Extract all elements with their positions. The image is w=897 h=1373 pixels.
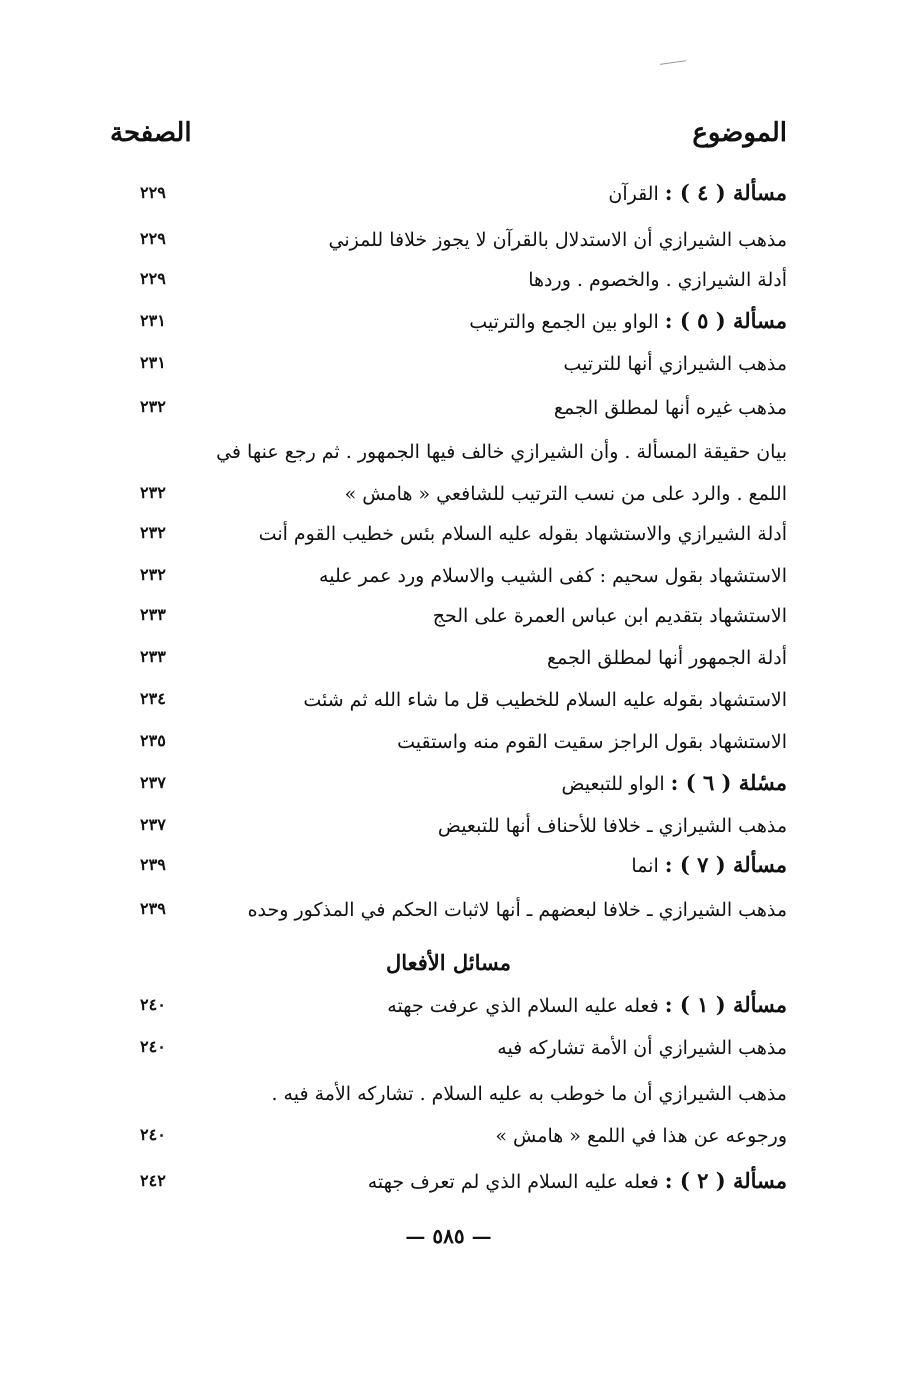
entry-page: ٢٣٣: [140, 647, 166, 666]
stray-mark: [660, 60, 686, 67]
toc-entry: [90, 518, 787, 552]
toc-entry: [90, 726, 787, 760]
page-number: — ٥٨٥ —: [405, 1224, 492, 1248]
entry-page: ٢٣٢: [140, 523, 166, 542]
entry-page: ٢٣٢: [140, 565, 166, 584]
entry-text: الاستشهاد بقول الراجز سقيت القوم منه واستقيت: [397, 731, 787, 753]
toc-entry: [90, 684, 787, 718]
toc-entry: [90, 1032, 787, 1066]
topic-column-label: الموضوع: [692, 118, 787, 148]
toc-entry: [90, 348, 787, 382]
toc-entry: [90, 224, 787, 258]
toc-entry: [90, 990, 787, 1024]
toc-entry: [90, 306, 787, 340]
entry-text: مسألة ( ٢ ) : فعله عليه السلام الذي لم تعرف جهته: [367, 1168, 787, 1193]
entry-text: مسٔلة ( ٦ ) : الواو للتبعيض: [561, 770, 787, 795]
toc-entry: [90, 392, 787, 426]
entry-text: أدلة الشيرازي والاستشهاد بقوله عليه السلام بئس خطيب القوم أنت: [258, 523, 787, 545]
entry-text: مذهب الشيرازي أنها للترتيب: [563, 353, 787, 375]
entry-text: اللمع . والرد على من نسب الترتيب للشافعي « هامش »: [344, 483, 787, 505]
entry-page: ٢٣٧: [140, 773, 166, 792]
entry-text: مذهب الشيرازي أن الأمة تشاركه فيه: [497, 1037, 787, 1059]
toc-entry: [90, 560, 787, 594]
toc-entry: [90, 894, 787, 928]
toc-entry: [90, 178, 787, 212]
entry-text: الاستشهاد بقول سحيم : كفى الشيب والاسلام ورد عمر عليه: [319, 565, 787, 587]
entry-page: ٢٣٢: [140, 483, 166, 502]
entry-text: ورجوعه عن هذا في اللمع « هامش »: [495, 1125, 787, 1147]
entry-page: ٢٣٥: [140, 731, 166, 750]
entry-text: مذهب الشيرازي ـ خلافا لبعضهم ـ أنها لاثبات الحكم في المذكور وحده: [247, 899, 787, 921]
entry-text: مسألة ( ٤ ) : القرآن: [608, 180, 787, 205]
entry-text: أدلة الشيرازي . والخصوم . وردها: [528, 269, 787, 291]
toc-entry: [90, 768, 787, 802]
entry-text: مذهب الشيرازي ـ خلافا للأحناف أنها للتبعيض: [437, 815, 787, 837]
toc-header: [110, 118, 787, 154]
toc-entry: [90, 436, 787, 470]
entry-page: ٢٤٢: [140, 1171, 166, 1190]
toc-entry: [90, 264, 787, 298]
entry-text: الاستشهاد بقوله عليه السلام للخطيب قل ما شاء الله ثم شئت: [303, 689, 787, 711]
entry-page: ٢٢٩: [140, 269, 166, 288]
entry-text: مذهب الشيرازي أن الاستدلال بالقرآن لا يجوز خلافا للمزني: [328, 229, 787, 251]
entry-page: ٢٣٧: [140, 815, 166, 834]
entry-page: ٢٣١: [140, 353, 166, 372]
toc-entry: [90, 850, 787, 884]
entry-page: ٢٣٣: [140, 605, 166, 624]
entry-text: بيان حقيقة المسألة . وأن الشيرازي خالف فيها الجمهور . ثم رجع عنها في: [216, 441, 787, 463]
toc-entry: [90, 600, 787, 634]
toc-entry: [90, 1120, 787, 1154]
toc-entry: [90, 810, 787, 844]
entry-page: ٢٣٩: [140, 855, 166, 874]
entry-page: ٢٢٩: [140, 229, 166, 248]
entry-page: ٢٣٩: [140, 899, 166, 918]
entry-page: ٢٣١: [140, 311, 166, 330]
toc-entry: [90, 1078, 787, 1112]
section-title: مسائل الأفعال: [385, 950, 512, 975]
entry-page: ٢٣٤: [140, 689, 166, 708]
entry-text: مذهب الشيرازي أن ما خوطب به عليه السلام . تشاركه الأمة فيه .: [271, 1083, 787, 1105]
entry-text: مسألة ( ٧ ) : انما: [631, 852, 787, 877]
entry-page: ٢٤٠: [140, 995, 166, 1014]
page-column-label: الصفحة: [110, 118, 192, 148]
toc-entry: [90, 478, 787, 512]
toc-entry: [90, 1166, 787, 1200]
entry-text: مذهب غيره أنها لمطلق الجمع: [553, 397, 787, 419]
entry-text: مسألة ( ١ ) : فعله عليه السلام الذي عرفت جهته: [387, 992, 787, 1017]
entry-text: أدلة الجمهور أنها لمطلق الجمع: [547, 647, 787, 669]
entry-page: ٢٤٠: [140, 1125, 166, 1144]
entry-page: ٢٣٢: [140, 397, 166, 416]
toc-entry: [90, 642, 787, 676]
entry-page: ٢٤٠: [140, 1037, 166, 1056]
entry-page: ٢٢٩: [140, 183, 166, 202]
entry-text: مسألة ( ٥ ) : الواو بين الجمع والترتيب: [469, 308, 787, 333]
entry-text: الاستشهاد بتقديم ابن عباس العمرة على الحج: [432, 605, 787, 627]
